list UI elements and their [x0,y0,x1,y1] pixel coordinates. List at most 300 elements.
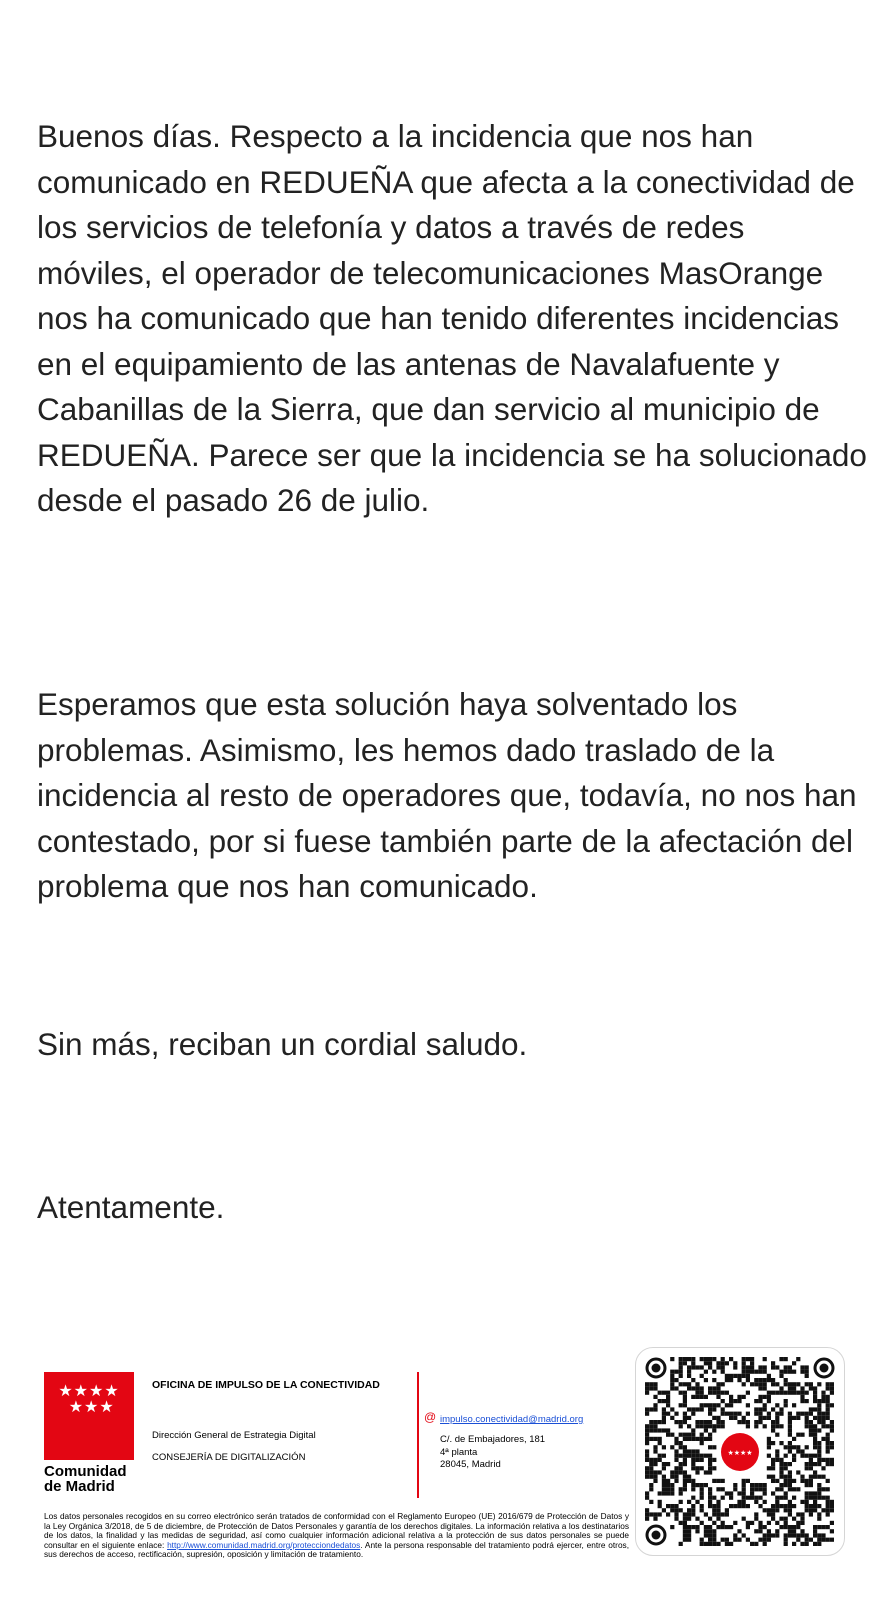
qr-module [826,1462,830,1466]
qr-module [779,1412,783,1416]
qr-module [817,1542,821,1546]
qr-module [721,1365,725,1369]
qr-module [712,1542,716,1546]
qr-module [779,1517,783,1521]
qr-module [775,1529,779,1533]
qr-module [771,1378,775,1382]
qr-module [645,1433,649,1437]
qr-module [683,1449,687,1453]
qr-module [700,1374,704,1378]
qr-module [687,1475,691,1479]
privacy-link[interactable]: http://www.comunidad.madrid.org/protecciondedatos [167,1539,361,1550]
qr-module [784,1517,788,1521]
qr-module [817,1533,821,1537]
qr-module [750,1357,754,1361]
qr-module [742,1365,746,1369]
qr-module [771,1491,775,1495]
qr-module [767,1437,771,1441]
qr-module [700,1391,704,1395]
qr-module [704,1483,708,1487]
qr-module [826,1412,830,1416]
qr-module [792,1370,796,1374]
qr-module [700,1496,704,1500]
qr-module [737,1500,741,1504]
qr-module [758,1365,762,1369]
qr-module [712,1479,716,1483]
qr-module [800,1391,804,1395]
qr-module [658,1470,662,1474]
qr-module [792,1386,796,1390]
qr-module [775,1382,779,1386]
qr-module [729,1395,733,1399]
qr-module [666,1399,670,1403]
qr-module [716,1420,720,1424]
qr-module [708,1437,712,1441]
qr-module [721,1538,725,1542]
qr-module [683,1529,687,1533]
qr-module [813,1491,817,1495]
qr-module [712,1378,716,1382]
qr-module [716,1504,720,1508]
qr-module [746,1538,750,1542]
qr-module [729,1504,733,1508]
qr-module [712,1428,716,1432]
qr-module [830,1382,834,1386]
qr-module [733,1412,737,1416]
qr-module [737,1504,741,1508]
qr-module [746,1357,750,1361]
qr-module [805,1382,809,1386]
qr-module [817,1445,821,1449]
qr-module [716,1525,720,1529]
qr-module [679,1454,683,1458]
qr-module [805,1420,809,1424]
qr-module [830,1529,834,1533]
qr-module [716,1542,720,1546]
qr-module [788,1424,792,1428]
qr-module [700,1487,704,1491]
qr-module [821,1412,825,1416]
qr-module [792,1517,796,1521]
qr-module [695,1382,699,1386]
qr-module [704,1370,708,1374]
qr-module [700,1433,704,1437]
qr-module [742,1374,746,1378]
qr-module [653,1424,657,1428]
qr-module [662,1391,666,1395]
qr-module [662,1475,666,1479]
qr-module [708,1445,712,1449]
qr-module [826,1386,830,1390]
qr-module [670,1357,674,1361]
qr-module [683,1391,687,1395]
qr-module [737,1529,741,1533]
qr-module [683,1403,687,1407]
qr-module [821,1538,825,1542]
message-paragraph: Atentamente. [37,1189,225,1225]
qr-module [796,1512,800,1516]
qr-module [826,1424,830,1428]
qr-module [788,1420,792,1424]
qr-module [658,1491,662,1495]
qr-module [721,1382,725,1386]
qr-module [679,1420,683,1424]
qr-module [792,1403,796,1407]
qr-module [813,1462,817,1466]
qr-module [708,1533,712,1537]
qr-module [729,1542,733,1546]
qr-module [649,1420,653,1424]
qr-module [788,1508,792,1512]
qr-module [779,1462,783,1466]
qr-module [779,1407,783,1411]
qr-module [763,1382,767,1386]
qr-module [721,1391,725,1395]
qr-module [809,1504,813,1508]
qr-module [679,1466,683,1470]
qr-module [771,1391,775,1395]
qr-module [687,1525,691,1529]
qr-module [817,1496,821,1500]
qr-module [763,1395,767,1399]
qr-module [683,1454,687,1458]
qr-module [674,1420,678,1424]
logo-text: Comunidad de Madrid [44,1463,127,1495]
qr-module [784,1496,788,1500]
qr-module [725,1542,729,1546]
qr-module [754,1412,758,1416]
qr-module [645,1475,649,1479]
qr-module [658,1512,662,1516]
qr-module [695,1470,699,1474]
qr-module [679,1433,683,1437]
qr-module [725,1374,729,1378]
qr-module [805,1462,809,1466]
qr-module [658,1458,662,1462]
qr-module [649,1386,653,1390]
qr-module [792,1416,796,1420]
qr-module [771,1458,775,1462]
qr-module [708,1466,712,1470]
qr-module [779,1370,783,1374]
qr-module [775,1454,779,1458]
qr-module [695,1500,699,1504]
qr-module [687,1424,691,1428]
qr-module [821,1416,825,1420]
qr-module [687,1449,691,1453]
email-signature [44,1372,854,1594]
qr-module [742,1357,746,1361]
qr-module [796,1525,800,1529]
qr-module [674,1378,678,1382]
qr-module [695,1525,699,1529]
qr-module [779,1483,783,1487]
qr-module [658,1437,662,1441]
message-paragraph: Buenos días. Respecto a la incidencia que nos han comunicado en REDUEÑA que afecta a la conectividad de los servicios de telefonía y datos a través de redes móviles, el operador de telecomunicaciones MasOrange nos ha comunicado que han tenido diferentes incidencias en el equipamiento de las antenas de Navalafuente y Cabanillas de la Sierra, que dan servicio al municipio de REDUEÑA. Parece ser que la incidencia se ha solucionado desde el pasado 26 de julio. [37,118,867,518]
qr-module [716,1391,720,1395]
qr-module [746,1479,750,1483]
qr-module [653,1517,657,1521]
qr-module [821,1533,825,1537]
qr-module [687,1533,691,1537]
qr-module [666,1395,670,1399]
qr-module [821,1508,825,1512]
qr-module [700,1424,704,1428]
qr-module [725,1412,729,1416]
qr-module [733,1365,737,1369]
qr-module [746,1378,750,1382]
qr-module [662,1487,666,1491]
qr-module [670,1475,674,1479]
qr-module [788,1433,792,1437]
qr-module [645,1491,649,1495]
qr-module [691,1525,695,1529]
qr-module [775,1424,779,1428]
qr-module [763,1378,767,1382]
qr-module [763,1538,767,1542]
qr-module [687,1437,691,1441]
qr-module [683,1399,687,1403]
qr-module [796,1382,800,1386]
qr-module [775,1500,779,1504]
qr-module [821,1391,825,1395]
qr-module [754,1496,758,1500]
qr-module [788,1412,792,1416]
qr-module [666,1487,670,1491]
qr-module [800,1533,804,1537]
qr-module [813,1441,817,1445]
qr-module [683,1433,687,1437]
qr-module [653,1382,657,1386]
qr-module [691,1361,695,1365]
qr-module [784,1533,788,1537]
qr-module [670,1445,674,1449]
qr-module [830,1391,834,1395]
qr-module [775,1416,779,1420]
qr-module [784,1378,788,1382]
qr-module [704,1424,708,1428]
qr-module [813,1391,817,1395]
qr-module [716,1395,720,1399]
qr-module [687,1365,691,1369]
qr-module [662,1483,666,1487]
qr-module [809,1420,813,1424]
qr-module [767,1441,771,1445]
qr-module [674,1370,678,1374]
qr-finder-dot [820,1364,829,1373]
qr-module [830,1500,834,1504]
qr-module [792,1382,796,1386]
qr-code [635,1347,845,1556]
qr-module [679,1424,683,1428]
qr-module [704,1529,708,1533]
qr-module [817,1475,821,1479]
qr-module [805,1496,809,1500]
qr-module [784,1491,788,1495]
qr-module [800,1479,804,1483]
qr-module [683,1437,687,1441]
qr-module [805,1508,809,1512]
qr-module [737,1412,741,1416]
qr-module [658,1454,662,1458]
qr-module [691,1479,695,1483]
qr-module [691,1496,695,1500]
qr-module [645,1407,649,1411]
qr-module [809,1479,813,1483]
qr-module [700,1365,704,1369]
qr-module [763,1424,767,1428]
qr-module [746,1365,750,1369]
qr-module [687,1416,691,1420]
qr-center-stars: ★★★★ [727,1449,753,1457]
qr-module [754,1529,758,1533]
qr-module [788,1370,792,1374]
qr-module [826,1538,830,1542]
qr-module [788,1512,792,1516]
qr-module [800,1475,804,1479]
qr-module [809,1454,813,1458]
qr-module [733,1538,737,1542]
qr-module [792,1361,796,1365]
qr-module [708,1420,712,1424]
qr-module [742,1395,746,1399]
qr-module [695,1517,699,1521]
qr-module [750,1361,754,1365]
qr-module [746,1525,750,1529]
qr-module [708,1500,712,1504]
qr-module [817,1407,821,1411]
qr-module [821,1420,825,1424]
qr-module [805,1504,809,1508]
qr-module [813,1395,817,1399]
qr-module [695,1483,699,1487]
qr-module [754,1399,758,1403]
qr-module [784,1445,788,1449]
qr-module [796,1412,800,1416]
qr-module [813,1542,817,1546]
qr-module [767,1533,771,1537]
qr-module [817,1462,821,1466]
qr-module [817,1449,821,1453]
qr-module [674,1466,678,1470]
qr-module [687,1454,691,1458]
qr-module [708,1504,712,1508]
qr-module [670,1407,674,1411]
at-icon: @ [424,1410,437,1424]
qr-module [695,1437,699,1441]
qr-module [645,1386,649,1390]
qr-module [683,1462,687,1466]
qr-module [763,1357,767,1361]
qr-module [691,1433,695,1437]
qr-module [712,1445,716,1449]
qr-finder-dot [652,1531,661,1540]
qr-module [695,1424,699,1428]
qr-module [687,1374,691,1378]
qr-module [830,1521,834,1525]
qr-module [662,1428,666,1432]
qr-module [771,1420,775,1424]
qr-module [674,1504,678,1508]
qr-module [712,1508,716,1512]
qr-module [662,1508,666,1512]
qr-module [784,1483,788,1487]
qr-module [800,1399,804,1403]
qr-module [729,1399,733,1403]
qr-module [805,1538,809,1542]
qr-module [712,1538,716,1542]
qr-module [800,1395,804,1399]
qr-module [687,1479,691,1483]
qr-module [754,1517,758,1521]
qr-module [750,1491,754,1495]
qr-module [666,1462,670,1466]
qr-module [750,1487,754,1491]
qr-module [716,1512,720,1516]
qr-module [805,1466,809,1470]
qr-module [796,1445,800,1449]
qr-module [805,1370,809,1374]
qr-module [813,1504,817,1508]
qr-module [817,1399,821,1403]
qr-module [813,1424,817,1428]
qr-module [800,1370,804,1374]
qr-module [704,1361,708,1365]
qr-module [683,1470,687,1474]
qr-module [800,1386,804,1390]
qr-module [737,1420,741,1424]
qr-module [754,1542,758,1546]
qr-module [754,1378,758,1382]
qr-module [691,1428,695,1432]
qr-module [809,1496,813,1500]
qr-module [779,1441,783,1445]
qr-module [750,1521,754,1525]
qr-module [767,1508,771,1512]
qr-module [670,1483,674,1487]
qr-module [679,1382,683,1386]
qr-module [725,1508,729,1512]
qr-module [792,1391,796,1395]
email-link[interactable]: impulso.conectividad@madrid.org [440,1414,584,1425]
qr-module [679,1374,683,1378]
qr-module [742,1483,746,1487]
qr-module [645,1437,649,1441]
qr-module [679,1441,683,1445]
qr-module [830,1386,834,1390]
qr-module [771,1508,775,1512]
qr-module [763,1483,767,1487]
qr-module [784,1466,788,1470]
qr-module [800,1517,804,1521]
qr-module [733,1504,737,1508]
qr-module [704,1454,708,1458]
qr-module [742,1517,746,1521]
qr-module [805,1412,809,1416]
qr-module [796,1449,800,1453]
qr-module [649,1424,653,1428]
qr-module [809,1424,813,1428]
qr-module [767,1399,771,1403]
qr-module [649,1462,653,1466]
qr-module [695,1449,699,1453]
qr-module [683,1382,687,1386]
qr-module [784,1542,788,1546]
qr-module [653,1479,657,1483]
qr-module [683,1445,687,1449]
qr-module [754,1382,758,1386]
qr-module [725,1403,729,1407]
